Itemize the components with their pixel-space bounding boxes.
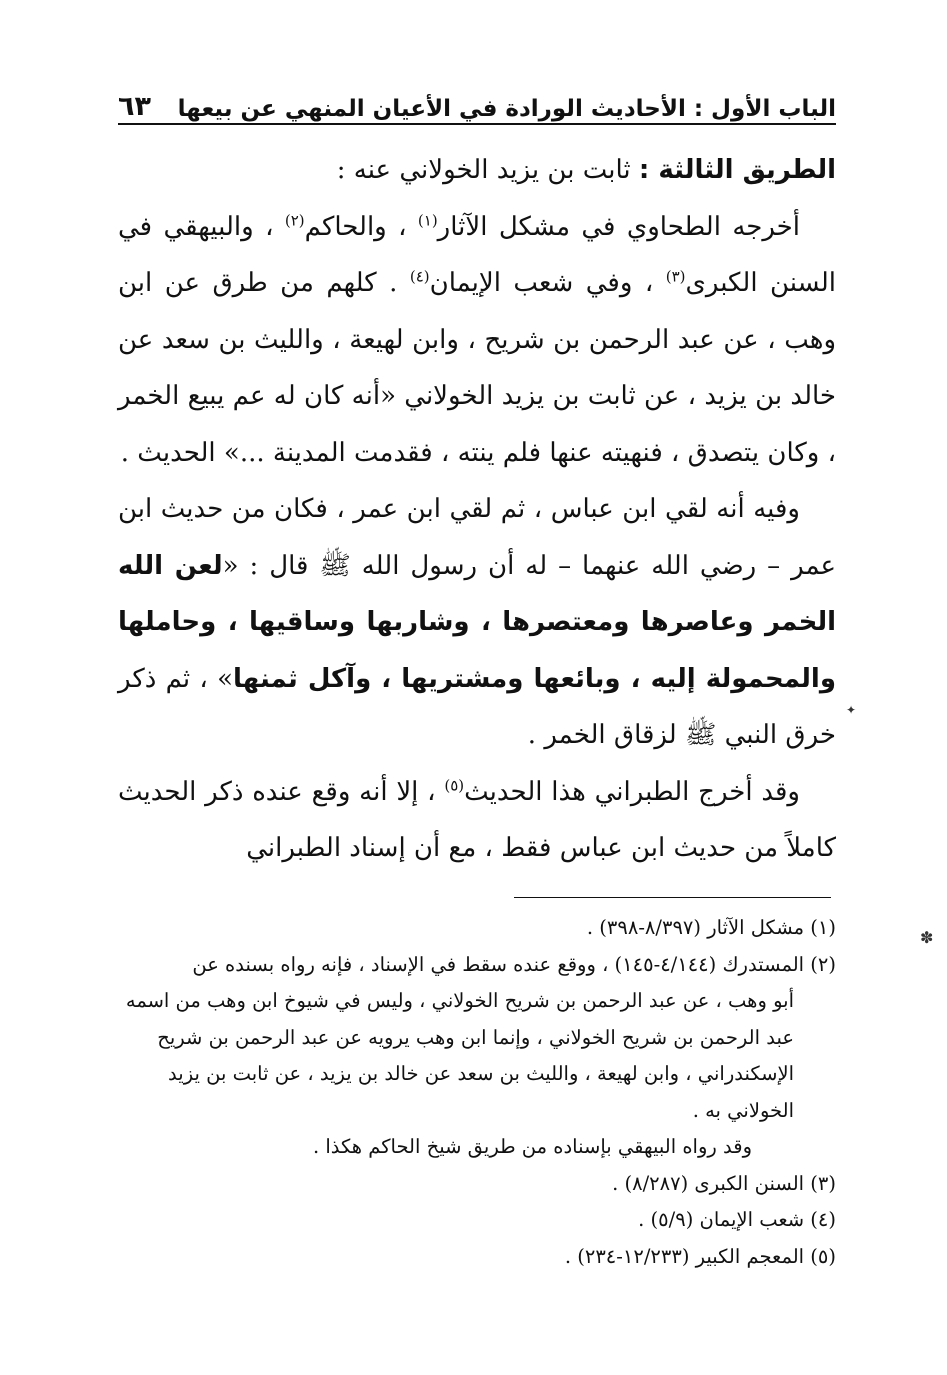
paragraph-text: » ، ثم ذكر خرق النبي ﷺ لزقاق الخمر .: [118, 663, 836, 750]
paragraph-text: وقد أخرج الطبراني هذا الحديث: [464, 776, 800, 807]
footnotes: [118, 910, 836, 1275]
paragraph-sources: [118, 199, 836, 482]
footnote-3: (٣) السنن الكبرى (٨/٢٨٧) .: [612, 1171, 836, 1195]
paragraph-text: وفيه أنه لقي ابن عباس ، ثم لقي ابن عمر ، فكان من حديث ابن عمر – رضي الله عنهما – له أن رسول الله ﷺ قال : «: [118, 494, 836, 581]
footnote-ref[interactable]: (٥): [444, 775, 465, 794]
footnote-divider: [514, 897, 831, 898]
footnote-ref[interactable]: (٤): [409, 267, 430, 286]
running-header: [118, 84, 836, 122]
paragraph-hadith: [118, 481, 836, 764]
section-lead: الطريق الثالثة :: [638, 155, 836, 185]
paragraph-text: ، والبيهقي في السنن الكبرى: [118, 211, 836, 298]
footnote-1: (١) مشكل الآثار (٨/٣٩٧-٣٩٨) .: [586, 916, 836, 939]
footnote-ref[interactable]: (٣): [665, 267, 686, 286]
paragraph-tabarani: [118, 764, 836, 877]
paragraph-text: . كلهم من طرق عن ابن وهب ، عن عبد الرحمن بن شريح ، وابن لهيعة ، والليث بن سعد عن خالد بن يزيد ، عن ثابت بن يزيد الخولاني «أنه كان له عم يبيع الخمر ، وكان يتصدق ، فنهيته عنها فلم ينته ، فقدمت المدينة ...» الحديث .: [118, 268, 836, 468]
hadith-quote: لعن الله الخمر وعاصرها ومعتصرها ، وشاربها وساقيها ، وحاملها والمحمولة إليه ، وبائعها ومشتريها ، وآكل ثمنها: [118, 550, 836, 694]
main-text: [118, 142, 836, 877]
scan-speck: ✦: [846, 703, 857, 717]
footnote-ref[interactable]: (١): [417, 210, 438, 229]
header-divider: [118, 123, 836, 125]
footnote-ref[interactable]: (٢): [284, 210, 305, 229]
paragraph-text: ، والحاكم: [304, 211, 418, 242]
footnote-2-continuation: أبو وهب ، عن عبد الرحمن بن شريح الخولاني ، وليس في شيوخ ابن وهب من اسمه عبد الرحمن بن شريح الخولاني ، وإنما ابن وهب يرويه عن عبد الرحمن بن شريح الإسكندراني ، وابن لهيعة ، والليث بن سعد عن خالد بن يزيد ، عن ثابت بن يزيد الخولاني به .: [125, 989, 794, 1122]
footnote-2-note: وقد رواه البيهقي بإسناده من طريق شيخ الحاكم هكذا .: [312, 1135, 752, 1158]
paragraph-text: أخرجه الطحاوي في مشكل الآثار: [437, 211, 800, 242]
paragraph-third-route: [118, 142, 836, 199]
paragraph-text: ثابت بن يزيد الخولاني عنه :: [336, 155, 639, 185]
scan-speck: ✽: [920, 928, 934, 947]
paragraph-text: ، وفي شعب الإيمان: [429, 268, 666, 298]
footnote-2: (٢) المستدرك (٤/١٤٤-١٤٥) ، ووقع عنده سقط في الإسناد ، فإنه رواه بسنده عن: [192, 952, 836, 976]
footnote-5: (٥) المعجم الكبير (١٢/٢٣٣-٢٣٤) .: [564, 1244, 836, 1268]
paragraph-text: ، إلا أنه وقع عنده ذكر الحديث كاملاً من حديث ابن عباس فقط ، مع أن إسناد الطبراني: [118, 776, 836, 863]
footnote-4: (٤) شعب الإيمان (٥/٩) .: [638, 1208, 836, 1231]
chapter-title: الباب الأول : الأحاديث الورادة في الأعيان المنهي عن بيعها: [177, 96, 836, 122]
page-number: ٦٣: [118, 91, 151, 122]
